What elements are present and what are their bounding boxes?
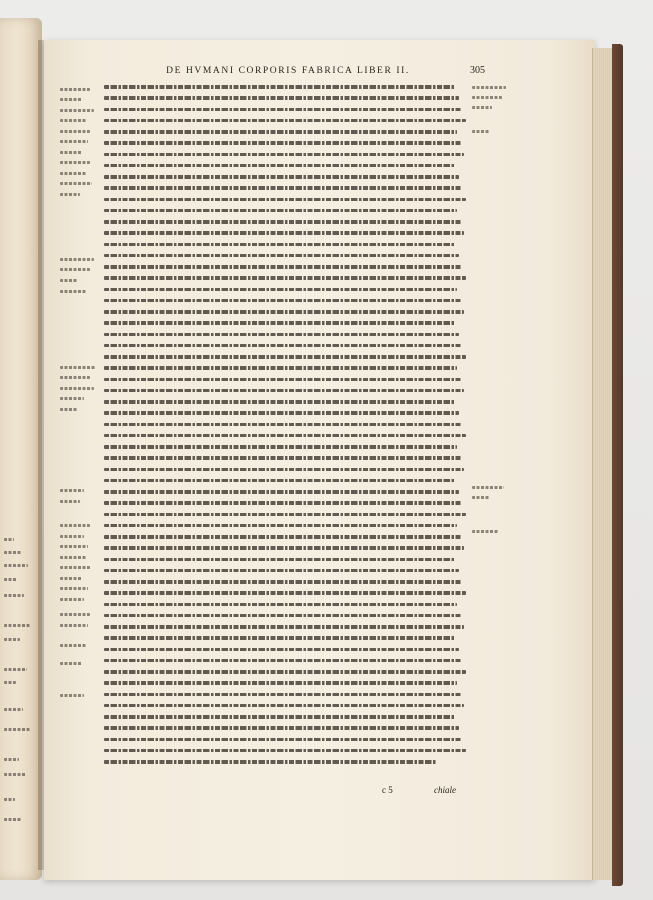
margin-note-line bbox=[60, 613, 90, 616]
left-page-edge bbox=[0, 18, 42, 880]
text-line bbox=[104, 209, 457, 213]
margin-note-line bbox=[60, 109, 94, 112]
margin-note-line bbox=[60, 130, 90, 133]
text-line bbox=[104, 333, 459, 337]
left-page-fragment bbox=[4, 668, 27, 671]
text-line bbox=[104, 355, 466, 359]
text-line bbox=[104, 411, 459, 415]
left-page-fragment bbox=[4, 578, 17, 581]
margin-note-line bbox=[60, 662, 82, 665]
left-page-fragment bbox=[4, 594, 24, 597]
margin-note-line bbox=[472, 496, 490, 499]
text-line bbox=[104, 591, 466, 595]
text-line bbox=[104, 198, 466, 202]
margin-note-line bbox=[60, 535, 84, 538]
margin-note-line bbox=[60, 545, 88, 548]
text-line bbox=[104, 535, 461, 539]
catchword: chiale bbox=[434, 785, 456, 795]
text-line bbox=[104, 141, 461, 145]
text-line bbox=[104, 276, 466, 280]
text-line bbox=[104, 636, 455, 640]
margin-note-line bbox=[60, 182, 92, 185]
text-line bbox=[104, 648, 459, 652]
left-page-fragment bbox=[4, 728, 30, 731]
left-page-fragment bbox=[4, 551, 21, 554]
margin-note-line bbox=[60, 279, 78, 282]
margin-note-line bbox=[60, 290, 86, 293]
margin-note-line bbox=[60, 193, 80, 196]
margin-note-line bbox=[472, 96, 502, 99]
text-line bbox=[104, 344, 462, 348]
text-line bbox=[104, 558, 455, 562]
margin-note-line bbox=[60, 140, 88, 143]
text-line bbox=[104, 243, 455, 247]
text-line bbox=[104, 603, 457, 607]
margin-note-line bbox=[60, 366, 96, 369]
margin-note-line bbox=[60, 172, 86, 175]
text-line bbox=[104, 614, 461, 618]
margin-note-line bbox=[472, 130, 490, 133]
left-page-fragment bbox=[4, 773, 26, 776]
margin-note-line bbox=[60, 376, 90, 379]
text-line bbox=[104, 96, 459, 100]
text-line bbox=[104, 659, 462, 663]
margin-note-line bbox=[60, 644, 86, 647]
margin-note-line bbox=[60, 598, 84, 601]
text-line bbox=[104, 389, 464, 393]
text-line bbox=[104, 625, 464, 629]
text-line bbox=[104, 153, 464, 157]
margin-note-line bbox=[60, 694, 84, 697]
text-line bbox=[104, 254, 459, 258]
text-line bbox=[104, 164, 455, 168]
text-line bbox=[104, 299, 461, 303]
text-line bbox=[104, 726, 459, 730]
text-line bbox=[104, 175, 459, 179]
margin-note-line bbox=[60, 500, 80, 503]
text-line bbox=[104, 85, 455, 89]
text-line bbox=[104, 501, 462, 505]
text-line bbox=[104, 378, 461, 382]
left-page-fragment bbox=[4, 681, 16, 684]
left-page-fragment bbox=[4, 564, 28, 567]
margin-note-line bbox=[60, 119, 86, 122]
text-line bbox=[104, 445, 457, 449]
margin-note-line bbox=[60, 98, 82, 101]
left-page-fragment bbox=[4, 798, 15, 801]
text-line bbox=[104, 715, 455, 719]
margin-note-line bbox=[472, 106, 492, 109]
margin-note-line bbox=[60, 397, 84, 400]
left-page-fragment bbox=[4, 538, 14, 541]
text-line bbox=[104, 434, 466, 438]
text-line bbox=[104, 704, 464, 708]
text-line bbox=[104, 321, 455, 325]
text-line bbox=[104, 670, 466, 674]
text-line bbox=[104, 580, 462, 584]
margin-note-line bbox=[60, 408, 78, 411]
margin-note-line bbox=[472, 486, 504, 489]
right-margin-notes bbox=[472, 84, 510, 744]
text-line bbox=[104, 423, 462, 427]
text-line bbox=[104, 490, 459, 494]
text-line bbox=[104, 569, 459, 573]
text-line bbox=[104, 108, 462, 112]
margin-note-line bbox=[60, 566, 90, 569]
text-line bbox=[104, 400, 455, 404]
text-line bbox=[104, 693, 461, 697]
margin-note-line bbox=[472, 86, 506, 89]
text-line bbox=[104, 513, 466, 517]
text-line bbox=[104, 119, 466, 123]
text-line bbox=[104, 130, 457, 134]
page-number: 305 bbox=[470, 65, 485, 76]
body-text bbox=[104, 82, 466, 768]
margin-note-line bbox=[60, 577, 82, 580]
signature-mark: c 5 bbox=[382, 785, 393, 795]
text-line bbox=[104, 479, 455, 483]
text-line bbox=[104, 738, 462, 742]
text-line bbox=[104, 524, 457, 528]
text-line bbox=[104, 220, 461, 224]
left-page-fragment bbox=[4, 758, 19, 761]
text-line bbox=[104, 456, 461, 460]
margin-note-line bbox=[60, 489, 84, 492]
text-line bbox=[104, 546, 464, 550]
left-page-fragment bbox=[4, 638, 20, 641]
text-line bbox=[104, 749, 466, 753]
margin-note-line bbox=[60, 587, 88, 590]
text-line bbox=[104, 288, 457, 292]
margin-note-line bbox=[60, 524, 90, 527]
margin-note-line bbox=[60, 387, 94, 390]
margin-note-line bbox=[60, 556, 86, 559]
text-line bbox=[104, 231, 464, 235]
margin-note-line bbox=[60, 258, 94, 261]
left-page-fragment bbox=[4, 708, 23, 711]
text-line bbox=[104, 366, 457, 370]
text-line bbox=[104, 681, 457, 685]
running-head: DE HVMANI CORPORIS FABRICA LIBER II. bbox=[166, 66, 410, 76]
left-margin-notes bbox=[60, 84, 100, 744]
margin-note-line bbox=[60, 268, 90, 271]
margin-note-line bbox=[60, 624, 88, 627]
text-line bbox=[104, 310, 464, 314]
left-page-fragment bbox=[4, 818, 22, 821]
text-line bbox=[104, 265, 462, 269]
text-line bbox=[104, 186, 462, 190]
margin-note-line bbox=[60, 151, 82, 154]
left-page-fragment bbox=[4, 624, 31, 627]
margin-note-line bbox=[60, 88, 90, 91]
text-line bbox=[104, 468, 464, 472]
margin-note-line bbox=[60, 161, 90, 164]
book-cover bbox=[612, 44, 623, 886]
text-line bbox=[104, 760, 437, 764]
margin-note-line bbox=[472, 530, 498, 533]
